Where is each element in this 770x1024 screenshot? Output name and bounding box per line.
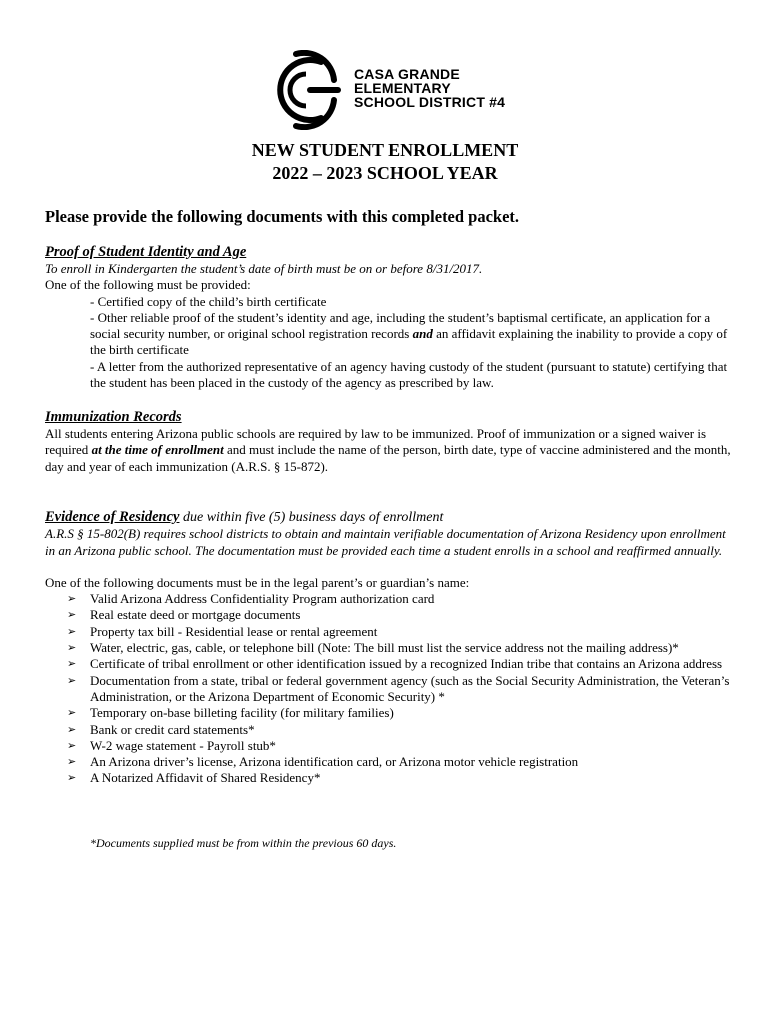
page-title [0,139,770,185]
list-item-text: Documentation from a state, tribal or federal government agency (such as the Social Security Administration, the Veteran’s Administration, or the Arizona Department of Economic Security) * [90,672,730,704]
residency-section [45,508,735,787]
immunization-text [45,426,735,475]
arrow-bullet-icon: ➢ [67,771,77,785]
list-item-text: Valid Arizona Address Confidentiality Program authorization card [90,591,435,607]
immunization-text-part: and must include the name of the person, birth date, type of vaccine administered and the month, day and year of each immunization (A.R.S. § 15-872). [45,442,731,474]
arrow-bullet-icon: ➢ [67,722,77,736]
identity-item-emphasis: and [412,326,433,342]
arrow-bullet-icon: ➢ [67,706,77,720]
list-item [45,656,735,672]
logo-line: SCHOOL DISTRICT #4 [354,94,506,110]
district-logo [266,50,506,130]
list-item [45,624,735,640]
list-item-text: Temporary on-base billeting facility (for military families) [90,705,394,721]
arrow-bullet-icon: ➢ [67,755,77,769]
footnote: *Documents supplied must be from within the previous 60 days. [90,836,397,850]
identity-item [45,310,735,359]
list-item [45,673,735,706]
arrow-bullet-icon: ➢ [67,608,77,622]
immunization-heading: Immunization Records [45,409,182,425]
list-item [45,640,735,656]
immunization-emphasis: at the time of enrollment [91,442,224,458]
list-item-text: Bank or credit card statements* [90,721,255,737]
list-item [45,754,735,770]
identity-item: - A letter from the authorized representative of an agency having custody of the student (pursuant to statute) certifying that the student has been placed in the custody of the agency as prescribed by law. [90,358,728,391]
residency-heading-suffix: due within five (5) business days of enrollment [179,510,444,525]
list-item-text: Property tax bill - Residential lease or rental agreement [90,623,378,639]
intro-heading: Please provide the following documents with this completed packet. [45,207,520,226]
identity-item-text: - Other reliable proof of the student’s identity and age, including the student’s baptismal certificate, an application for a social security number, or original school registration records [90,309,711,342]
list-item [45,705,735,721]
identity-lead: One of the following must be provided: [45,277,251,293]
residency-document-list [45,591,735,787]
logo-line: ELEMENTARY [354,80,451,96]
title-line-1: NEW STUDENT ENROLLMENT [251,140,519,160]
list-item-text: An Arizona driver’s license, Arizona identification card, or Arizona motor vehicle registration [90,754,579,770]
list-item-text: W-2 wage statement - Payroll stub* [90,737,276,753]
title-line-2: 2022 – 2023 SCHOOL YEAR [272,163,498,183]
immunization-section [45,408,735,475]
arrow-bullet-icon: ➢ [67,592,77,606]
logo-text [354,67,505,109]
logo-line: CASA GRANDE [354,66,460,82]
identity-item: - Certified copy of the child’s birth certificate [90,293,327,309]
identity-note: To enroll in Kindergarten the student’s date of birth must be on or before 8/31/2017. [45,261,483,276]
residency-lead: One of the following documents must be in the legal parent’s or guardian’s name: [45,574,470,590]
arrow-bullet-icon: ➢ [67,738,77,752]
logo-mark-icon [266,50,350,130]
residency-note: A.R.S § 15-802(B) requires school districts to obtain and maintain verifiable documentation of Arizona Residency upon enrollment in an Arizona public school. The documentation must be provided each time a student enrolls in a school and reaffirmed annually. [45,526,726,558]
identity-item-text: an affidavit explaining the inability to provide a copy of the birth certificate [90,326,728,358]
list-item [45,738,735,754]
residency-heading: Evidence of Residency [45,509,180,525]
arrow-bullet-icon: ➢ [67,673,77,687]
immunization-text-part: All students entering Arizona public schools are required by law to be immunized. Proof of immunization or a signed waiver is required [45,426,707,458]
list-item-text: A Notarized Affidavit of Shared Residency* [90,770,321,786]
arrow-bullet-icon: ➢ [67,657,77,671]
identity-heading: Proof of Student Identity and Age [45,244,247,260]
list-item-text: Certificate of tribal enrollment or other identification issued by a recognized Indian tribe that contains an Arizona address [90,656,723,672]
list-item-text: Real estate deed or mortgage documents [90,607,301,623]
list-item [45,607,735,623]
list-item-text: Water, electric, gas, cable, or telephone bill (Note: The bill must list the service address not the mailing address)* [90,640,679,656]
arrow-bullet-icon: ➢ [67,624,77,638]
arrow-bullet-icon: ➢ [67,641,77,655]
list-item [45,770,735,786]
identity-section [45,243,735,391]
residency-heading-line [45,508,735,526]
list-item [45,722,735,738]
list-item [45,591,735,607]
